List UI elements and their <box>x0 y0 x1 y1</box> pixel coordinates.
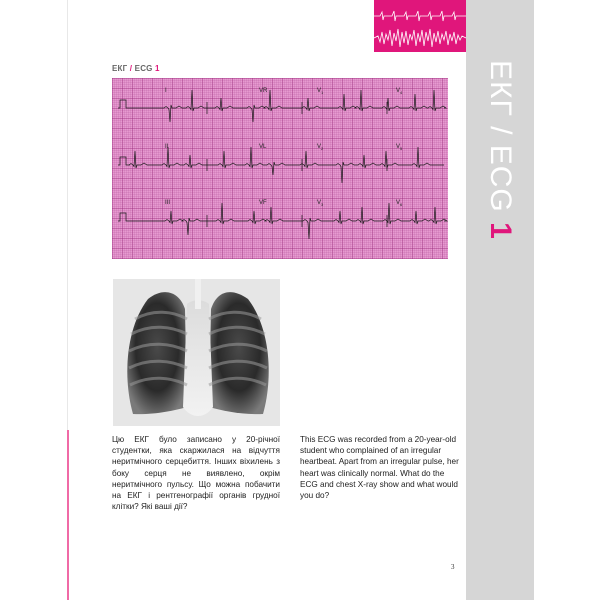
ecg-section-label <box>112 64 160 73</box>
lead-label: VR <box>259 88 268 94</box>
chapter-title <box>476 60 524 260</box>
lead-label: $V_3$ <box>317 200 324 208</box>
lead-label: II <box>165 144 169 150</box>
ecg-lead-trace <box>118 203 447 239</box>
question-english: This ECG was recorded from a 20-year-old student who complained of an irregular heartbeat. Apart from an irregular pulse, her heart was clinically normal. What do the ECG and chest X-ray show and what would you do? <box>300 435 459 501</box>
ecg-tracing <box>112 78 448 259</box>
ecg-lead-trace <box>118 147 444 183</box>
lead-label: I <box>165 88 167 94</box>
page-number: 3 <box>451 563 455 571</box>
chapter-title-text: ЕКГ / ECG <box>484 60 517 213</box>
ecg-label-en: ECG <box>134 64 153 73</box>
lead-label: $V_2$ <box>317 144 324 152</box>
lead-label: $V_6$ <box>396 200 403 208</box>
question-ukrainian: Цю ЕКГ було записано у 20-річної студентки, яка скаржилася на відчуття неритмічного серцебиття. Інших віхилень з боку серця не виявлено, окрім неритмічного пульсу. Що можна побачити на ЕКГ і рентгенографії органів грудної клітки? Які ваші дії? <box>112 435 280 512</box>
ecg-thumbnail-image <box>374 0 466 52</box>
ecg-label-slash: / <box>129 64 133 73</box>
lead-label: $V_4$ <box>396 88 403 96</box>
page-edge-accent <box>67 430 69 600</box>
lead-label: VF <box>259 200 267 206</box>
ecg-label-ua: ЕКГ <box>112 64 128 73</box>
lead-label: III <box>165 200 171 206</box>
lead-label: $V_5$ <box>396 144 403 152</box>
lead-label: $V_1$ <box>317 88 324 96</box>
lead-label: VL <box>259 144 267 150</box>
ecg-label-number: 1 <box>155 64 160 73</box>
chest-xray-image <box>113 279 280 426</box>
ecg-traces <box>112 78 448 259</box>
chapter-title-number: 1 <box>484 222 517 240</box>
